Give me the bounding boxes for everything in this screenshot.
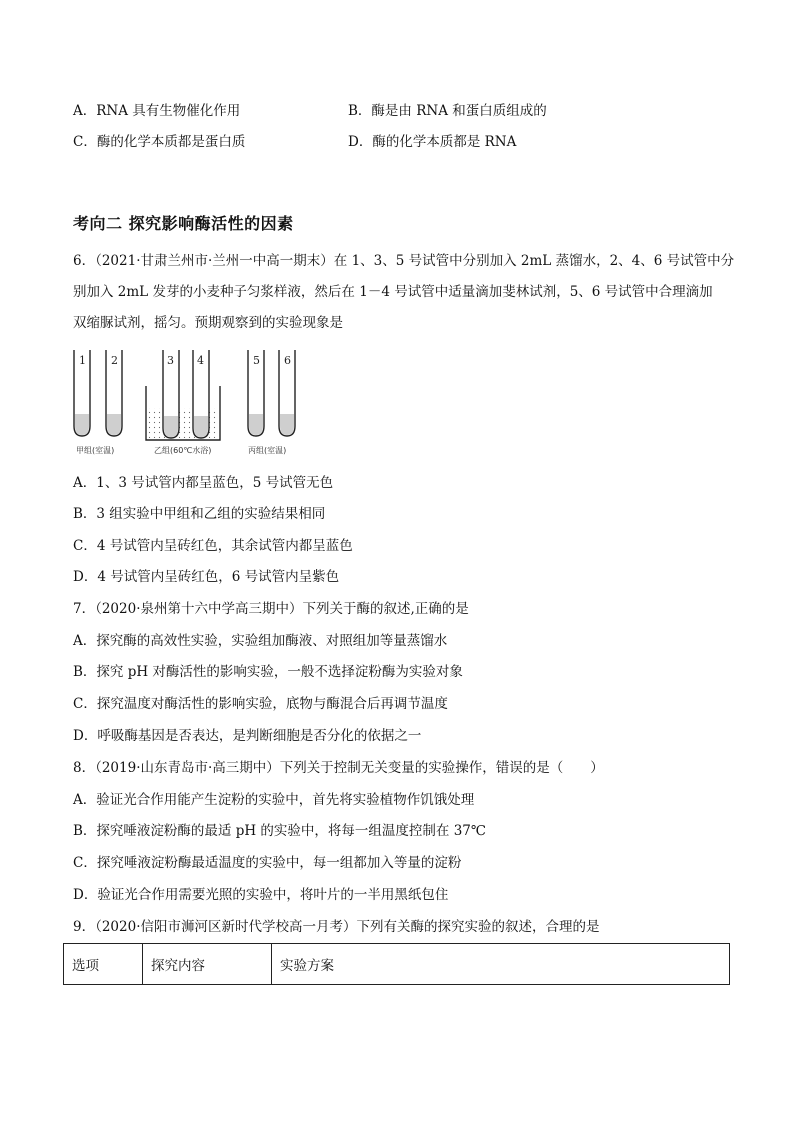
group-bing-label: 丙组(室温): [248, 446, 287, 455]
tube-3: [163, 350, 179, 438]
section-heading: 考向二 探究影响酶活性的因素: [73, 214, 294, 233]
q9-stem: 9．（2020·信阳市浉河区新时代学校高一月考）下列有关酶的探究实验的叙述，合理的是: [73, 919, 600, 935]
q8-option-b: B．探究唾液淀粉酶的最适 pH 的实验中，将每一组温度控制在 37℃: [73, 823, 486, 839]
tube-6-number: 6: [284, 354, 291, 367]
q5-option-a: A．RNA 具有生物催化作用: [73, 103, 241, 119]
tube-2: [106, 350, 122, 436]
tube-6: [279, 350, 295, 436]
q6-option-d: D．4 号试管内呈砖红色，6 号试管内呈紫色: [73, 569, 340, 585]
tube-1-number: 1: [79, 354, 86, 367]
tube-5-number: 5: [253, 354, 260, 367]
q6-option-c: C．4 号试管内呈砖红色，其余试管内都呈蓝色: [73, 538, 353, 554]
group-yi-label: 乙组(60℃水浴): [154, 446, 212, 455]
tube-3-number: 3: [167, 354, 174, 367]
q8-stem: 8．（2019·山东青岛市·高三期中）下列关于控制无关变量的实验操作，错误的是（ ）: [73, 760, 604, 776]
q6-stem-line3: 双缩脲试剂，摇匀。预期观察到的实验现象是: [73, 315, 343, 331]
q9-table: [63, 943, 730, 985]
group-jia-label: 甲组(室温): [76, 446, 115, 455]
tube-2-number: 2: [111, 354, 118, 367]
q6-option-a: A．1、3 号试管内都呈蓝色，5 号试管无色: [73, 475, 334, 491]
q8-option-c: C．探究唾液淀粉酶最适温度的实验中，每一组都加入等量的淀粉: [73, 855, 462, 871]
q5-option-c: C．酶的化学本质都是蛋白质: [73, 134, 246, 150]
tube-1: [74, 350, 90, 436]
tube-4: [193, 350, 209, 438]
table-header-plan: 实验方案: [272, 944, 730, 985]
table-header-content: 探究内容: [143, 944, 272, 985]
q7-option-d: D．呼吸酶基因是否表达，是判断细胞是否分化的依据之一: [73, 728, 422, 744]
tube-5: [248, 350, 264, 436]
q5-option-b: B．酶是由 RNA 和蛋白质组成的: [348, 103, 547, 119]
tube-4-number: 4: [197, 354, 204, 367]
q8-option-d: D．验证光合作用需要光照的实验中，将叶片的一半用黑纸包住: [73, 887, 449, 903]
q6-stem-line1: 6．（2021·甘肃兰州市·兰州一中高一期末）在 1、3、5 号试管中分别加入 2mL 蒸馏水，2、4、6 号试管中分: [73, 253, 735, 269]
q8-option-a: A．验证光合作用能产生淀粉的实验中，首先将实验植物作饥饿处理: [73, 792, 475, 808]
table-header-option: 选项: [64, 944, 143, 985]
test-tube-figure: [68, 346, 318, 456]
table-row: [64, 944, 730, 985]
q7-option-a: A．探究酶的高效性实验，实验组加酶液、对照组加等量蒸馏水: [73, 633, 448, 649]
q7-option-c: C．探究温度对酶活性的影响实验，底物与酶混合后再调节温度: [73, 696, 448, 712]
q7-stem: 7．（2020·泉州第十六中学高三期中）下列关于酶的叙述,正确的是: [73, 601, 469, 617]
q6-stem-line2: 别加入 2mL 发芽的小麦种子匀浆样液，然后在 1－4 号试管中适量滴加斐林试剂，5、6 号试管中合理滴加: [73, 284, 713, 300]
q7-option-b: B．探究 pH 对酶活性的影响实验，一般不选择淀粉酶为实验对象: [73, 664, 463, 680]
q6-option-b: B．3 组实验中甲组和乙组的实验结果相同: [73, 506, 326, 522]
q5-option-d: D．酶的化学本质都是 RNA: [348, 134, 517, 150]
